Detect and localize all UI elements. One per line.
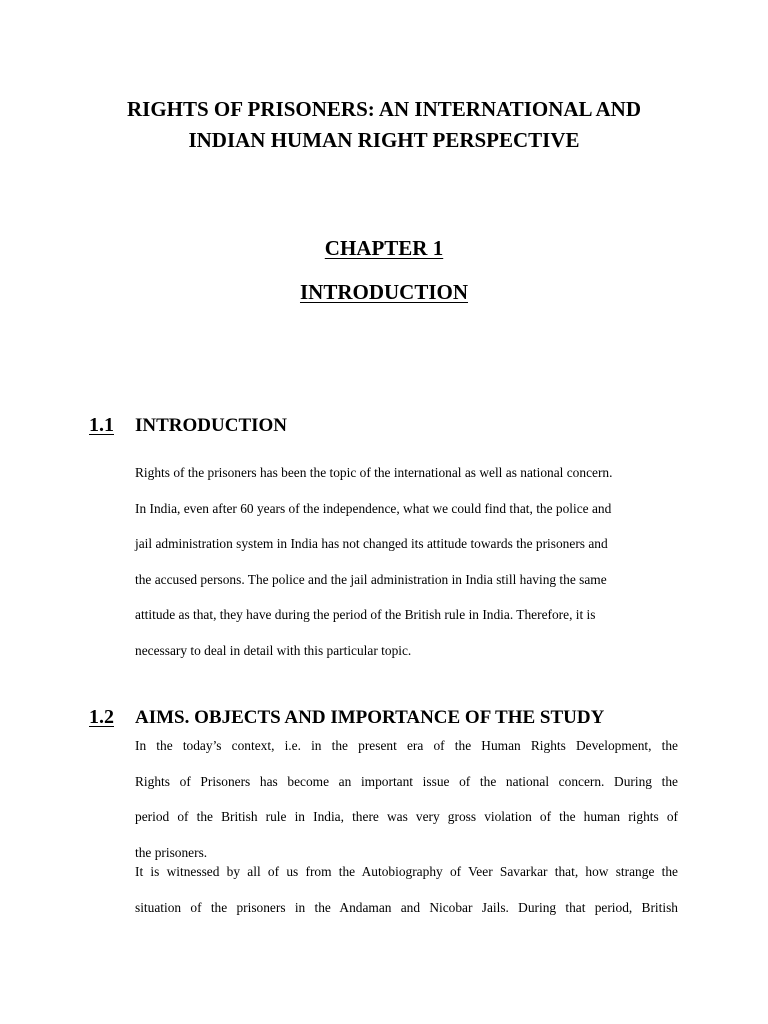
document-title <box>0 94 768 156</box>
chapter-label: CHAPTER 1 <box>324 236 444 260</box>
section-heading-1-1 <box>89 414 287 437</box>
section-1-2-paragraph-2 <box>135 854 678 925</box>
paragraph-line: attitude as that, they have during the period of the British rule in India. Therefore, it is <box>135 607 596 623</box>
paragraph-line: Rights of the prisoners has been the topic of the international as well as national concern. <box>135 465 613 480</box>
chapter-heading <box>0 236 768 261</box>
document-title-line: RIGHTS OF PRISONERS: AN INTERNATIONAL AND <box>126 97 641 121</box>
paragraph-line: the accused persons. The police and the jail administration in India still having the same <box>135 571 607 587</box>
section-title: INTRODUCTION <box>135 415 288 436</box>
paragraph-line: Rights of Prisoners has become an important issue of the national concern. During the <box>135 773 678 789</box>
paragraph-line: situation of the prisoners in the Andaman and Nicobar Jails. During that period, British <box>135 899 678 915</box>
section-1-1-paragraph <box>135 455 678 669</box>
section-title: AIMS. OBJECTS AND IMPORTANCE OF THE STUDY <box>135 707 605 728</box>
chapter-title-text: INTRODUCTION <box>299 280 469 304</box>
paragraph-line: necessary to deal in detail with this particular topic. <box>135 642 412 658</box>
document-title-line: INDIAN HUMAN RIGHT PERSPECTIVE <box>188 128 580 152</box>
paragraph-line: It is witnessed by all of us from the Autobiography of Veer Savarkar that, how strange the <box>135 864 678 879</box>
paragraph-line: the prisoners. <box>135 844 208 860</box>
paragraph-line: jail administration system in India has not changed its attitude towards the prisoners and <box>135 536 608 552</box>
paragraph-line: In the today’s context, i.e. in the present era of the Human Rights Development, the <box>135 738 678 753</box>
paragraph-line: period of the British rule in India, there was very gross violation of the human rights of <box>135 809 678 825</box>
chapter-title <box>0 280 768 305</box>
section-number: 1.2 <box>89 706 114 728</box>
section-heading-1-2 <box>89 706 604 729</box>
section-1-2-paragraph <box>135 728 678 870</box>
section-number: 1.1 <box>89 414 114 436</box>
paragraph-line: In India, even after 60 years of the independence, what we could find that, the police and <box>135 500 612 516</box>
